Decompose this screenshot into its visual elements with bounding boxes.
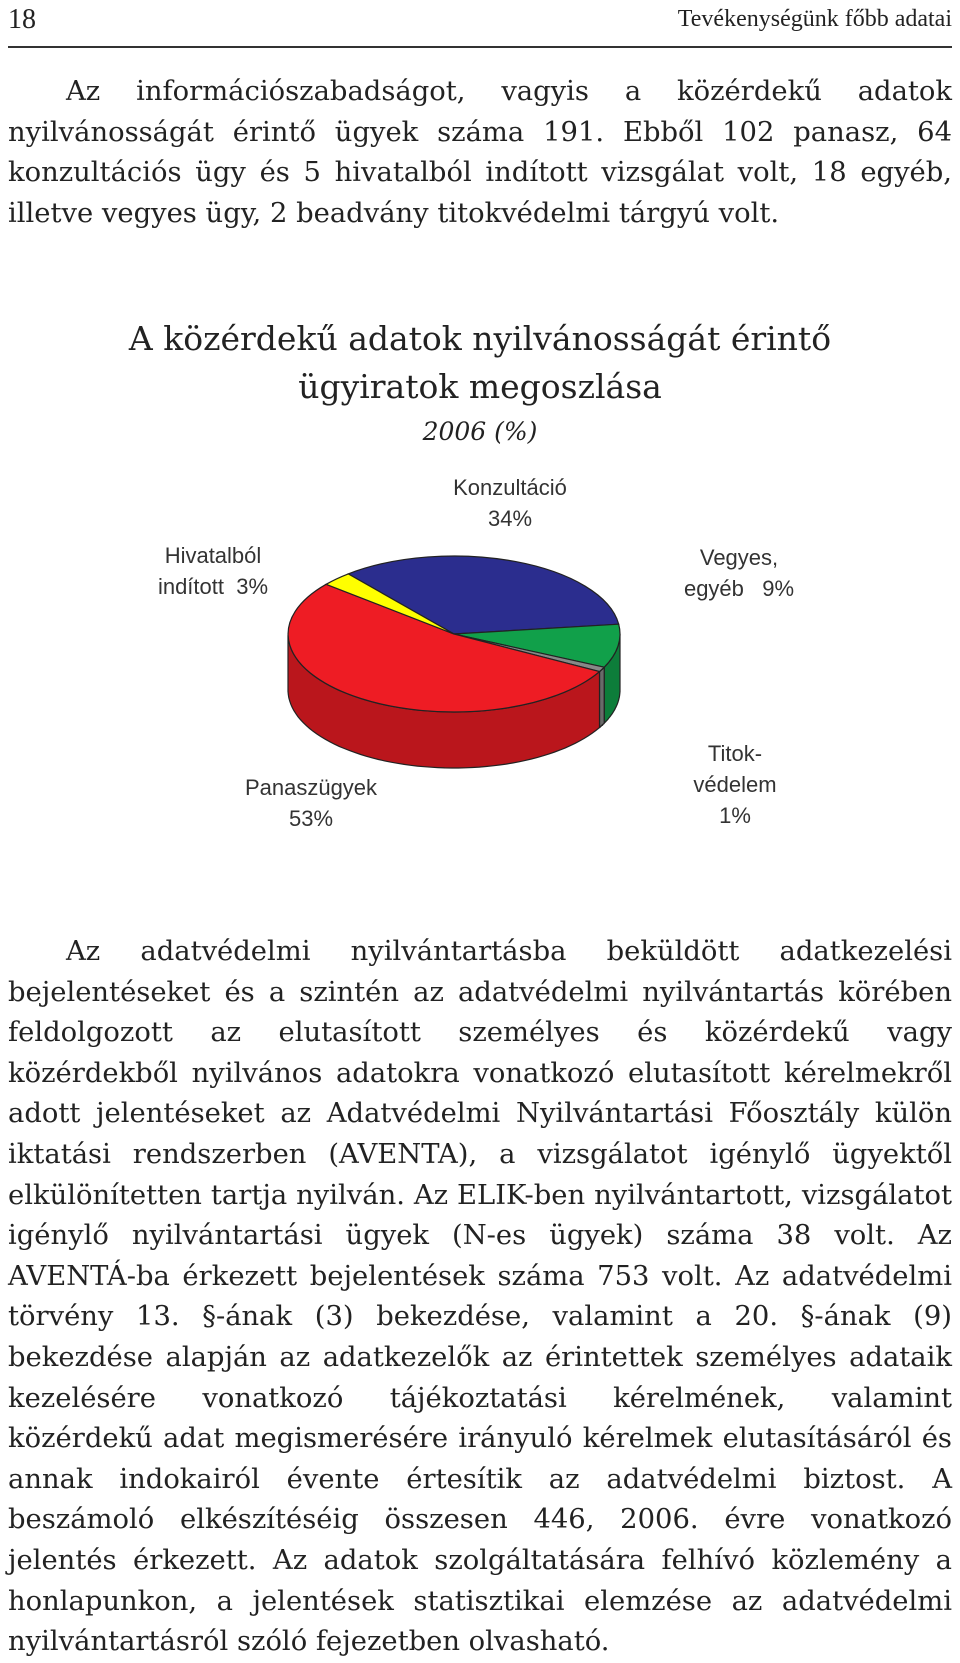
label-panasz	[236, 772, 386, 834]
label-panasz-value: 53%	[288, 806, 334, 831]
label-panasz-name: Panaszügyek	[244, 775, 378, 800]
chart-title-line2: ügyiratok megoszlása	[298, 367, 662, 406]
label-konzultacio	[430, 472, 590, 534]
label-titok-name1: Titok-	[707, 741, 763, 766]
label-titok	[660, 738, 810, 831]
label-hivatal	[138, 540, 288, 602]
label-titok-value: 1%	[719, 803, 751, 828]
intro-paragraph: Az információszabadságot, vagyis a közérdekű adatok nyilvánosságát érintő ügyek száma 191. Ebből 102 panasz, 64 konzultációs ügy és 5 hivatalból indított vizsgálat volt, 18 egyéb, illetve vegyes ügy, 2 beadvány titokvédelmi tárgyú volt.	[8, 76, 952, 229]
chart-title-line1: A közérdekű adatok nyilvánosságát érintő	[128, 319, 832, 358]
label-vegyes-name: Vegyes,	[699, 545, 779, 570]
label-titok-name2: védelem	[693, 772, 777, 797]
body-paragraph: Az adatvédelmi nyilvántartásba beküldött adatkezelési bejelentéseket és a szintén az adatvédelmi nyilvántartás körében feldolgozott az elutasított személyes és közérdekű vagy közérdekből nyilvános adatokra vonatkozó elutasított kérelmekről adott jelentéseket az Adatvédelmi Nyilvántartási Főosztály külön iktatási rendszerben (AVENTA), a vizsgálatot igénylő ügyektől elkülönítetten tartja nyilván. Az ELIK-ben nyilvántartott, vizsgálatot igénylő nyilvántartási ügyek (N-es ügyek) száma 38 volt. Az AVENTÁ-ba érkezett bejelentések száma 753 volt. Az adatvédelmi törvény 13. §-ának (3) bekezdése, valamint a 20. §-ának (9) bekezdése alapján az adatkezelők az érintettek személyes adataik kezelésére vonatkozó tájékoztatási kérelmének, valamint közérdekű adat megismerésére irányuló kérelmek elutasításáról és annak indokairól évente értesítik az adatvédelmi biztost. A beszámoló elkészítéséig összesen 446, 2006. évre vonatkozó jelentés érkezett. Az adatok szolgáltatására felhívó közlemény a honlapunkon, a jelentések statisztikai elemzése az adatvédelmi nyilvántartásról szóló fejezetben olvasható.	[8, 936, 952, 1658]
running-title: Tevékenységünk főbb adatai	[677, 6, 952, 32]
label-konzultacio-name: Konzultáció	[453, 475, 567, 500]
label-hivatal-name: Hivatalból	[164, 543, 262, 568]
chart-subtitle: 2006 (%)	[422, 417, 538, 446]
label-vegyes	[664, 542, 814, 604]
label-vegyes-value: egyéb 9%	[683, 576, 795, 601]
page-number: 18	[8, 4, 36, 35]
label-hivatal-value: indított 3%	[157, 574, 269, 599]
pie-side-2	[600, 667, 605, 727]
label-konzultacio-value: 34%	[487, 506, 533, 531]
